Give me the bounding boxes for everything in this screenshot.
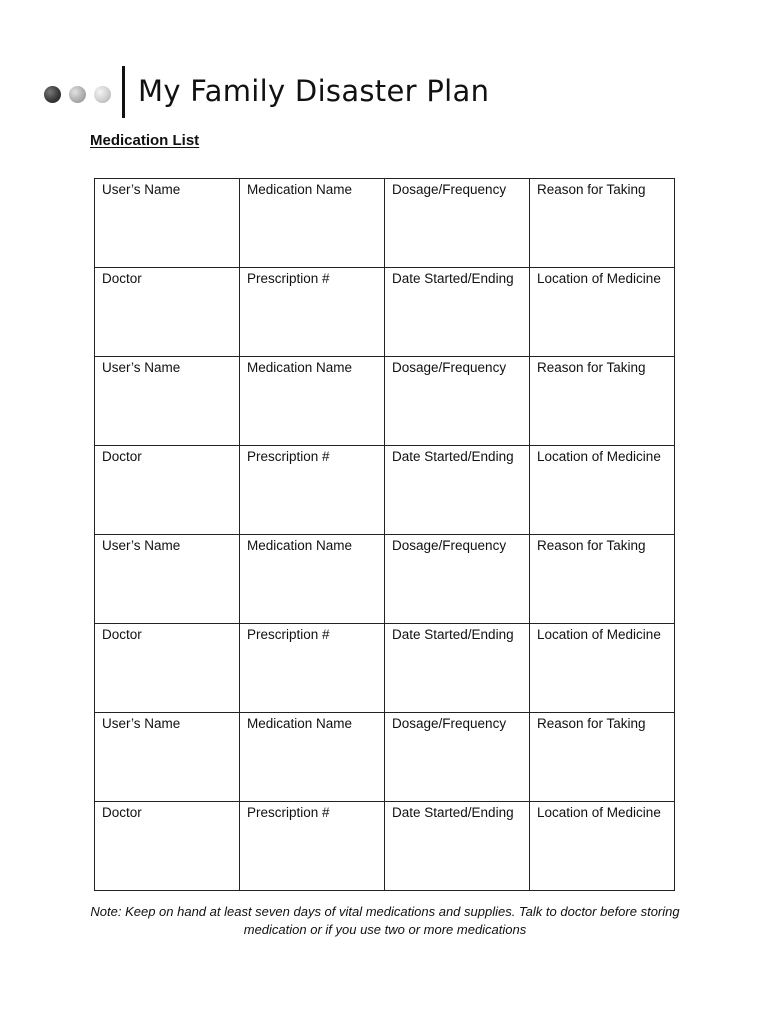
- cell-label: Medication Name: [247, 538, 353, 553]
- table-cell-col-4[interactable]: [530, 179, 675, 268]
- table-cell-col-2[interactable]: [240, 713, 385, 802]
- cell-label: Date Started/Ending: [392, 271, 514, 286]
- table-row: [95, 357, 675, 446]
- cell-label: User’s Name: [102, 538, 181, 553]
- table-cell-col-3[interactable]: [385, 713, 530, 802]
- table-cell-col-3[interactable]: [385, 802, 530, 891]
- cell-label: Location of Medicine: [537, 449, 661, 464]
- cell-label: Reason for Taking: [537, 360, 646, 375]
- table-row: [95, 446, 675, 535]
- cell-label: Date Started/Ending: [392, 627, 514, 642]
- cell-label: Date Started/Ending: [392, 805, 514, 820]
- table-cell-col-1[interactable]: [95, 357, 240, 446]
- table-row: [95, 268, 675, 357]
- table-cell-col-1[interactable]: [95, 624, 240, 713]
- table-cell-col-1[interactable]: [95, 713, 240, 802]
- cell-label: Dosage/Frequency: [392, 538, 507, 553]
- cell-label: Prescription #: [247, 805, 330, 820]
- cell-label: Medication Name: [247, 182, 353, 197]
- footnote-line-2: medication or if you use two or more medications: [243, 922, 527, 937]
- table-cell-col-1[interactable]: [95, 179, 240, 268]
- table-row: [95, 535, 675, 624]
- cell-label: Doctor: [102, 449, 142, 464]
- cell-label: User’s Name: [102, 360, 181, 375]
- table-cell-col-1[interactable]: [95, 446, 240, 535]
- cell-label: Location of Medicine: [537, 805, 661, 820]
- table-cell-col-3[interactable]: [385, 535, 530, 624]
- cell-label: Prescription #: [247, 271, 330, 286]
- table-cell-col-1[interactable]: [95, 802, 240, 891]
- footnote: [60, 903, 710, 939]
- cell-label: Date Started/Ending: [392, 449, 514, 464]
- cell-label: User’s Name: [102, 182, 181, 197]
- table-cell-col-1[interactable]: [95, 535, 240, 624]
- cell-label: Dosage/Frequency: [392, 182, 507, 197]
- table-cell-col-4[interactable]: [530, 802, 675, 891]
- table-cell-col-4[interactable]: [530, 357, 675, 446]
- table-cell-col-3[interactable]: [385, 624, 530, 713]
- cell-label: Reason for Taking: [537, 716, 646, 731]
- table-cell-col-3[interactable]: [385, 446, 530, 535]
- section-title: Medication List: [90, 132, 200, 149]
- table-cell-col-2[interactable]: [240, 446, 385, 535]
- table-cell-col-4[interactable]: [530, 535, 675, 624]
- table-cell-col-4[interactable]: [530, 624, 675, 713]
- table-cell-col-2[interactable]: [240, 268, 385, 357]
- cell-label: Doctor: [102, 627, 142, 642]
- bullet-dots-decoration: [44, 86, 116, 106]
- cell-label: Dosage/Frequency: [392, 716, 507, 731]
- cell-label: Location of Medicine: [537, 271, 661, 286]
- cell-label: Reason for Taking: [537, 538, 646, 553]
- table-cell-col-2[interactable]: [240, 179, 385, 268]
- table-cell-col-3[interactable]: [385, 357, 530, 446]
- table-cell-col-2[interactable]: [240, 802, 385, 891]
- cell-label: Doctor: [102, 805, 142, 820]
- medication-table: [94, 178, 675, 891]
- title-divider: [122, 66, 125, 118]
- table-row: [95, 713, 675, 802]
- light-dot-icon: [94, 86, 111, 103]
- medication-table-body: [95, 179, 675, 891]
- table-cell-col-3[interactable]: [385, 179, 530, 268]
- cell-label: Prescription #: [247, 449, 330, 464]
- cell-label: Medication Name: [247, 360, 353, 375]
- cell-label: Prescription #: [247, 627, 330, 642]
- page-title: My Family Disaster Plan: [138, 74, 490, 108]
- cell-label: User’s Name: [102, 716, 181, 731]
- table-cell-col-3[interactable]: [385, 268, 530, 357]
- table-row: [95, 179, 675, 268]
- dark-dot-icon: [44, 86, 61, 103]
- footnote-line-1: Note: Keep on hand at least seven days of vital medications and supplies. Talk to doctor before storing: [90, 904, 680, 919]
- gray-dot-icon: [69, 86, 86, 103]
- cell-label: Doctor: [102, 271, 142, 286]
- table-cell-col-4[interactable]: [530, 446, 675, 535]
- table-row: [95, 802, 675, 891]
- table-cell-col-1[interactable]: [95, 268, 240, 357]
- table-cell-col-2[interactable]: [240, 535, 385, 624]
- cell-label: Location of Medicine: [537, 627, 661, 642]
- table-cell-col-2[interactable]: [240, 624, 385, 713]
- cell-label: Medication Name: [247, 716, 353, 731]
- table-cell-col-4[interactable]: [530, 713, 675, 802]
- page-header: [44, 62, 724, 122]
- table-cell-col-2[interactable]: [240, 357, 385, 446]
- cell-label: Reason for Taking: [537, 182, 646, 197]
- table-cell-col-4[interactable]: [530, 268, 675, 357]
- table-row: [95, 624, 675, 713]
- cell-label: Dosage/Frequency: [392, 360, 507, 375]
